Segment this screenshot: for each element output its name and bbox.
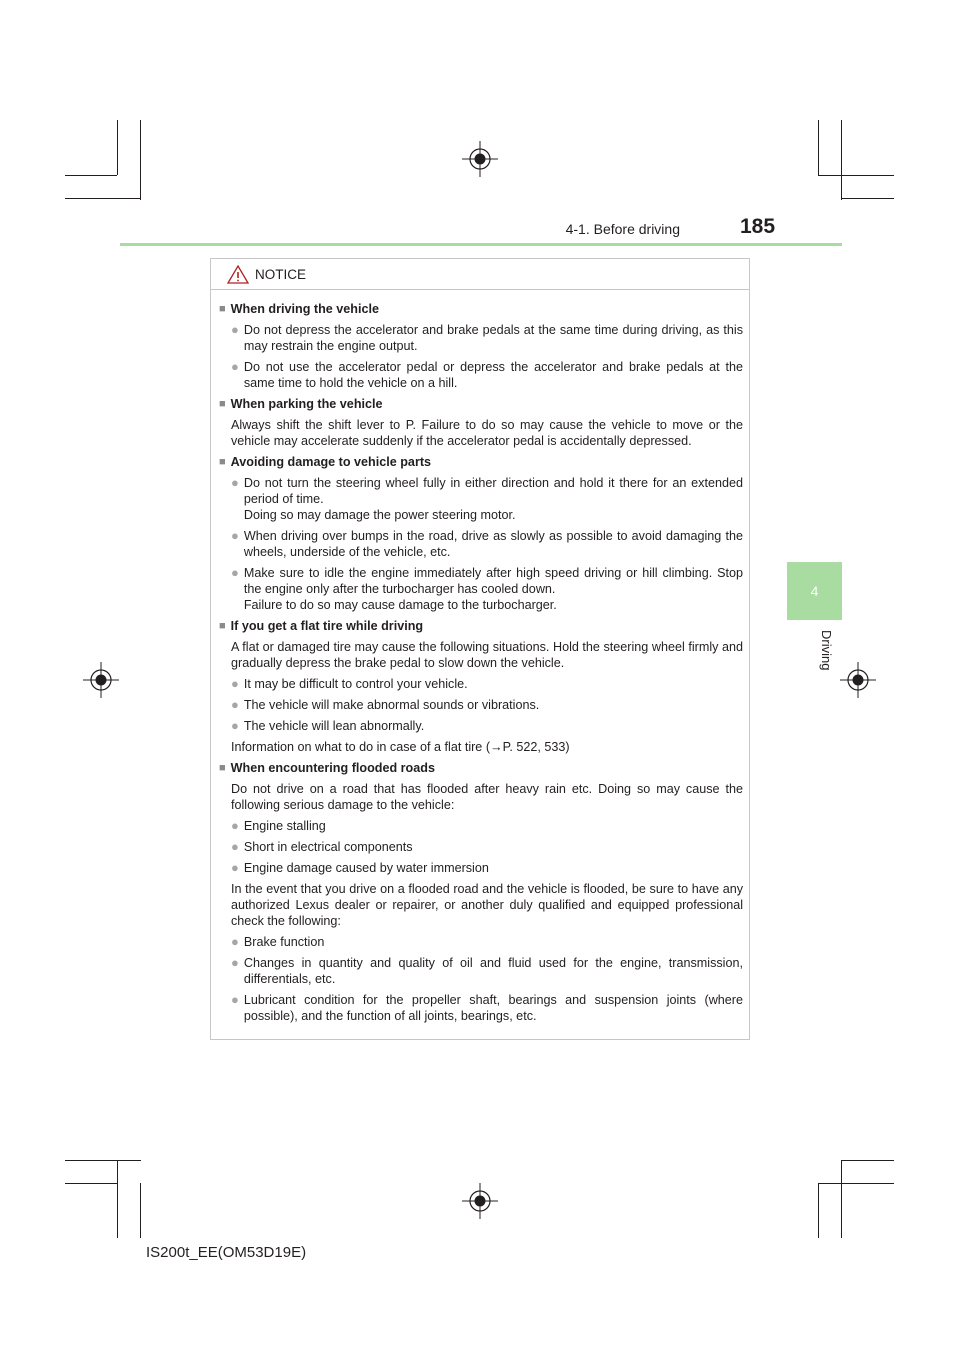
- crop-mark: [818, 1183, 894, 1184]
- section-title: 4-1. Before driving: [565, 221, 680, 237]
- bullet-item: [231, 934, 743, 950]
- crop-mark: [140, 120, 141, 200]
- section-heading: [219, 301, 743, 317]
- bullet-item: [231, 676, 743, 692]
- crop-mark: [841, 1160, 842, 1238]
- registration-mark-icon: [83, 662, 119, 698]
- crop-mark: [818, 1183, 819, 1238]
- bullet-text: The vehicle will lean abnormally.: [243, 719, 425, 733]
- bullet-item: [231, 528, 743, 560]
- circle-bullet-icon: ●: [231, 528, 239, 543]
- chapter-number: 4: [810, 583, 819, 599]
- section-heading: [219, 618, 743, 634]
- paragraph: A flat or damaged tire may cause the following situations. Hold the steering wheel firmly and gradually depress the brake pedal to slow down the vehicle.: [231, 640, 743, 670]
- section-heading: [219, 454, 743, 470]
- section-heading: [219, 760, 743, 776]
- circle-bullet-icon: ●: [231, 955, 239, 970]
- bullet-text: Changes in quantity and quality of oil and fluid used for the engine, transmission, differentials, etc.: [243, 956, 743, 986]
- bullet-item: [231, 565, 743, 613]
- section-heading-text: Avoiding damage to vehicle parts: [230, 455, 432, 469]
- crop-mark: [65, 198, 141, 199]
- crop-mark: [818, 120, 819, 175]
- square-bullet-icon: ■: [219, 303, 226, 315]
- bullet-text: When driving over bumps in the road, drive as slowly as possible to avoid damaging the wheels, underside of the vehicle, etc.: [243, 529, 743, 559]
- bullet-text: Lubricant condition for the propeller shaft, bearings and suspension joints (where possible), and the function of all joints, bearings, etc.: [243, 993, 743, 1023]
- square-bullet-icon: ■: [219, 620, 226, 632]
- bullet-text: Engine damage caused by water immersion: [243, 861, 489, 875]
- crop-mark: [841, 120, 842, 200]
- chapter-name: Driving: [819, 630, 834, 671]
- circle-bullet-icon: ●: [231, 860, 239, 875]
- model-code: IS200t_EE(OM53D19E): [146, 1244, 307, 1261]
- bullet-item: [231, 818, 743, 834]
- notice-title: NOTICE: [255, 266, 307, 282]
- bullet-item: [231, 475, 743, 523]
- circle-bullet-icon: ●: [231, 676, 239, 691]
- bullet-text: It may be difficult to control your vehicle.: [243, 677, 468, 691]
- crop-mark: [65, 1183, 117, 1184]
- paragraph: In the event that you drive on a flooded road and the vehicle is flooded, be sure to have any authorized Lexus dealer or repairer, or another duly qualified and equipped professional check the following:: [231, 882, 743, 928]
- bullet-text: The vehicle will make abnormal sounds or vibrations.: [243, 698, 540, 712]
- bullet-item: [231, 992, 743, 1024]
- crop-mark: [117, 1160, 118, 1238]
- bullet-item: [231, 955, 743, 987]
- circle-bullet-icon: ●: [231, 475, 239, 490]
- crop-mark: [65, 1160, 141, 1161]
- square-bullet-icon: ■: [219, 398, 226, 410]
- bullet-text: Brake function: [243, 935, 325, 949]
- crop-mark: [818, 175, 894, 176]
- circle-bullet-icon: ●: [231, 818, 239, 833]
- registration-mark-icon: [462, 141, 498, 177]
- square-bullet-icon: ■: [219, 456, 226, 468]
- bullet-item: [231, 322, 743, 354]
- circle-bullet-icon: ●: [231, 322, 239, 337]
- crop-mark: [65, 175, 117, 176]
- header-rule: [120, 243, 842, 246]
- warning-triangle-icon: [227, 265, 249, 284]
- paragraph: Always shift the shift lever to P. Failure to do so may cause the vehicle to move or the vehicle may accelerate suddenly if the accelerator pedal is accidentally depressed.: [231, 418, 743, 448]
- bullet-text: Do not turn the steering wheel fully in either direction and hold it there for an extended period of time. Doing so may damage the power steering motor.: [243, 476, 743, 522]
- circle-bullet-icon: ●: [231, 992, 239, 1007]
- notice-body: [211, 290, 749, 1024]
- section-heading-text: If you get a flat tire while driving: [230, 619, 424, 633]
- registration-mark-icon: [840, 662, 876, 698]
- bullet-item: [231, 697, 743, 713]
- chapter-tab: [787, 562, 842, 620]
- section-heading-text: When encountering flooded roads: [230, 761, 435, 775]
- circle-bullet-icon: ●: [231, 934, 239, 949]
- page-number: 185: [740, 215, 776, 238]
- crop-mark: [117, 120, 118, 175]
- crop-mark: [841, 1160, 894, 1161]
- notice-header: [211, 259, 749, 290]
- bullet-text: Short in electrical components: [243, 840, 413, 854]
- registration-mark-icon: [462, 1183, 498, 1219]
- bullet-item: [231, 839, 743, 855]
- circle-bullet-icon: ●: [231, 359, 239, 374]
- circle-bullet-icon: ●: [231, 697, 239, 712]
- bullet-item: [231, 359, 743, 391]
- bullet-text: Do not depress the accelerator and brake pedals at the same time during driving, as this may restrain the engine output.: [243, 323, 743, 353]
- bullet-text: Engine stalling: [243, 819, 326, 833]
- crop-mark: [841, 198, 894, 199]
- circle-bullet-icon: ●: [231, 565, 239, 580]
- bullet-text: Do not use the accelerator pedal or depress the accelerator and brake pedals at the same time to hold the vehicle on a hill.: [243, 360, 743, 390]
- bullet-text: Make sure to idle the engine immediately after high speed driving or hill climbing. Stop the engine only after the turbocharger has cooled down. Failure to do so may cause damage to the turbocharger.: [243, 566, 743, 612]
- circle-bullet-icon: ●: [231, 839, 239, 854]
- square-bullet-icon: ■: [219, 762, 226, 774]
- paragraph: Do not drive on a road that has flooded after heavy rain etc. Doing so may cause the following serious damage to the vehicle:: [231, 782, 743, 812]
- bullet-item: [231, 860, 743, 876]
- section-heading: [219, 396, 743, 412]
- section-heading-text: When parking the vehicle: [230, 397, 383, 411]
- circle-bullet-icon: ●: [231, 718, 239, 733]
- crop-mark: [140, 1183, 141, 1238]
- notice-box: [210, 258, 750, 1040]
- paragraph: Information on what to do in case of a flat tire (→P. 522, 533): [231, 740, 570, 754]
- bullet-item: [231, 718, 743, 734]
- section-heading-text: When driving the vehicle: [230, 302, 380, 316]
